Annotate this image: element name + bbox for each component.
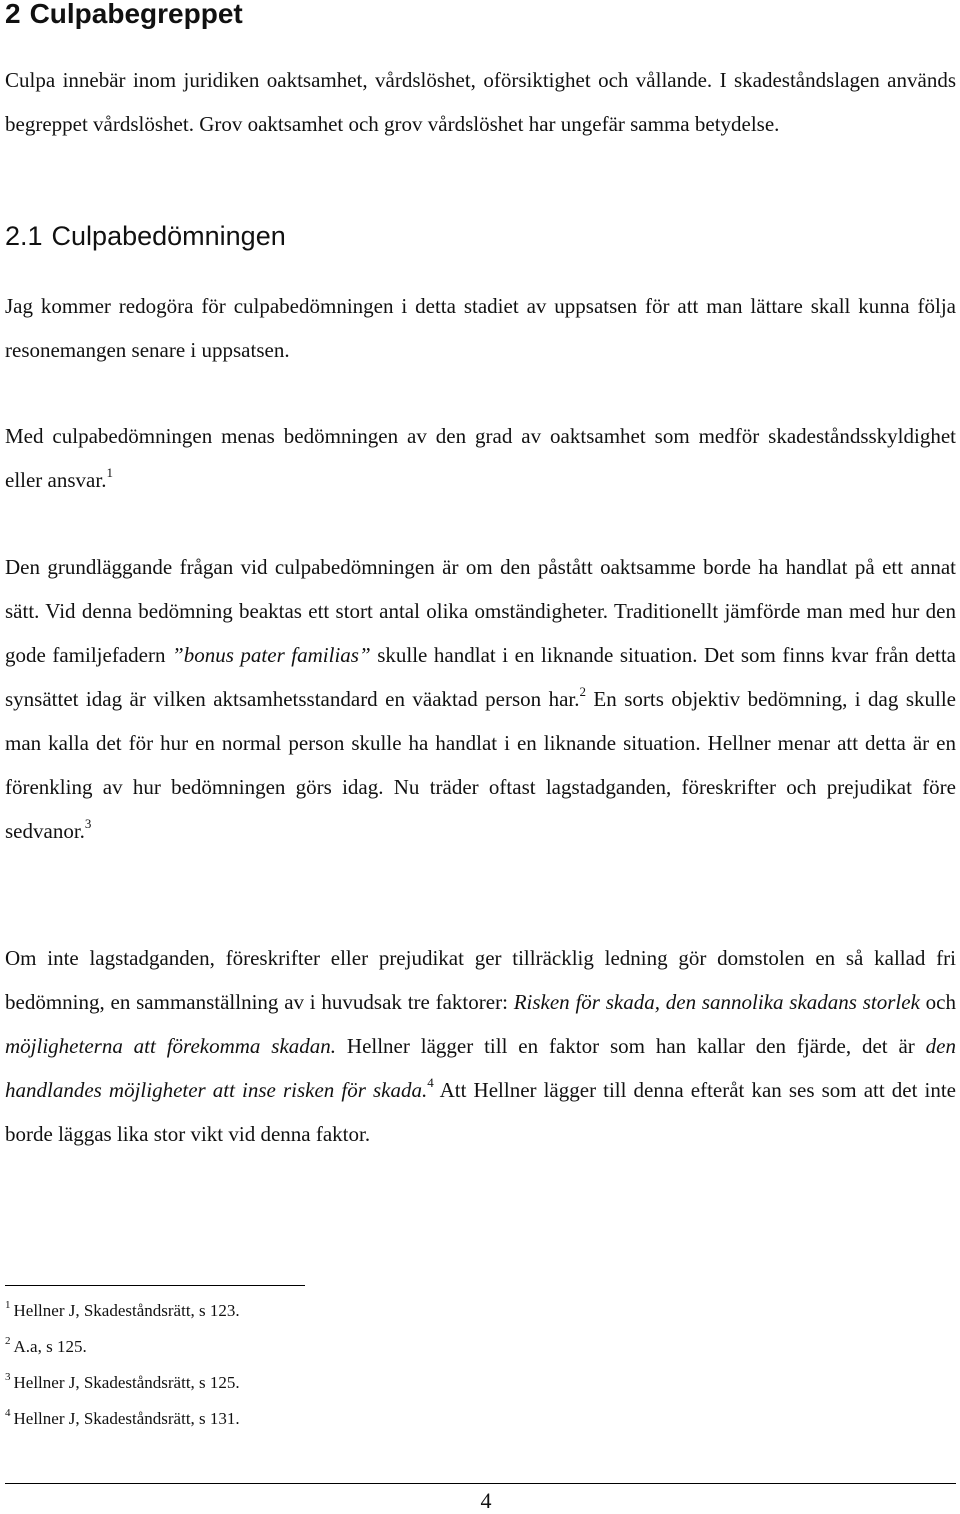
- italic-term: den handlandes möjligheter att inse risken för skada.: [5, 1034, 956, 1102]
- italic-term: möjligheterna att förekomma skadan.: [5, 1034, 337, 1058]
- document-page: [5, 0, 955, 1513]
- footnote: [5, 1401, 240, 1437]
- footnote-ref: 4: [427, 1075, 434, 1090]
- footnote-text: Hellner J, Skadeståndsrätt, s 123.: [13, 1301, 240, 1320]
- italic-term: Risken för skada, den sannolika skadans storlek: [513, 990, 920, 1014]
- footnote-ref: 2: [579, 684, 586, 699]
- footnotes: [5, 1293, 240, 1437]
- paragraph-text: Den grundläggande frågan vid culpabedömningen är om den påstått oaktsamme borde ha handlat på ett annat sätt. Vid denna bedömning beaktas ett stort antal olika omständigheter. Traditionellt jämförde man med hur den gode familjefadern: [5, 555, 956, 667]
- footnote: [5, 1365, 240, 1401]
- italic-term: ”bonus pater familias”: [172, 643, 371, 667]
- section-title: Culpabegreppet: [29, 0, 243, 29]
- paragraph-text: Om inte lagstadganden, föreskrifter eller prejudikat ger tillräcklig ledning gör domstolen en så kallad fri bedömning, en sammanställning av i huvudsak tre faktorer:: [5, 946, 956, 1014]
- page-number: 4: [480, 1488, 492, 1513]
- footnote: [5, 1293, 240, 1329]
- footnote-ref: 1: [106, 465, 113, 480]
- paragraph-text: Hellner lägger till en faktor som han kallar den fjärde, det är: [336, 1034, 926, 1058]
- paragraph-text: Med culpabedömningen menas bedömningen av den grad av oaktsamhet som medför skadeståndsskyldighet eller ansvar.: [5, 424, 956, 492]
- footnote-text: Hellner J, Skadeståndsrätt, s 131.: [13, 1409, 240, 1428]
- paragraph-text: och: [919, 990, 956, 1014]
- footnote-number: 2: [5, 1335, 11, 1347]
- paragraph-intro: Jag kommer redogöra för culpabedömningen i detta stadiet av uppsatsen för att man lättare skall kunna följa resonemangen senare i uppsatsen.: [5, 294, 956, 362]
- section-heading: [5, 0, 243, 30]
- footnote-number: 4: [5, 1407, 11, 1419]
- paragraph-culpa-definition: Culpa innebär inom juridiken oaktsamhet, vårdslöshet, oförsiktighet och vållande. I skadeståndslagen används begreppet vårdslöshet. Grov oaktsamhet och grov vårdslöshet har ungefär samma betydelse.: [5, 68, 956, 136]
- footnote-number: 3: [5, 1371, 11, 1383]
- footer-rule: [5, 1483, 956, 1484]
- footnote-text: A.a, s 125.: [13, 1337, 87, 1356]
- paragraph-meaning: [5, 414, 956, 502]
- subsection-heading: [5, 221, 286, 252]
- subsection-number: 2.1: [5, 221, 43, 251]
- footnote-ref: 3: [84, 816, 92, 831]
- paragraph-text: Att Hellner lägger till denna efteråt kan ses som att det inte borde läggas lika stor vikt vid denna faktor.: [5, 1078, 957, 1146]
- footnote-number: 1: [5, 1299, 11, 1311]
- footnote: [5, 1329, 240, 1365]
- section-number: 2: [5, 0, 21, 29]
- paragraph-basic-question: [5, 545, 956, 853]
- paragraph-text: skulle handlat i en liknande situation. Det som finns kvar från detta synsättet idag är vilken aktsamhetsstandard en väaktad person har.: [5, 643, 956, 711]
- paragraph-free-assessment: [5, 936, 956, 1156]
- footnote-text: Hellner J, Skadeståndsrätt, s 125.: [13, 1373, 240, 1392]
- paragraph-text: En sorts objektiv bedömning, i dag skulle man kalla det för hur en normal person skulle ha handlat i en liknande situation. Hellner menar att detta är en förenkling av hur bedömningen görs idag. Nu träder oftast lagstadganden, föreskrifter och prejudikat före sedvanor.: [5, 687, 956, 843]
- footnote-separator: [5, 1285, 305, 1286]
- subsection-title: Culpabedömningen: [51, 221, 286, 251]
